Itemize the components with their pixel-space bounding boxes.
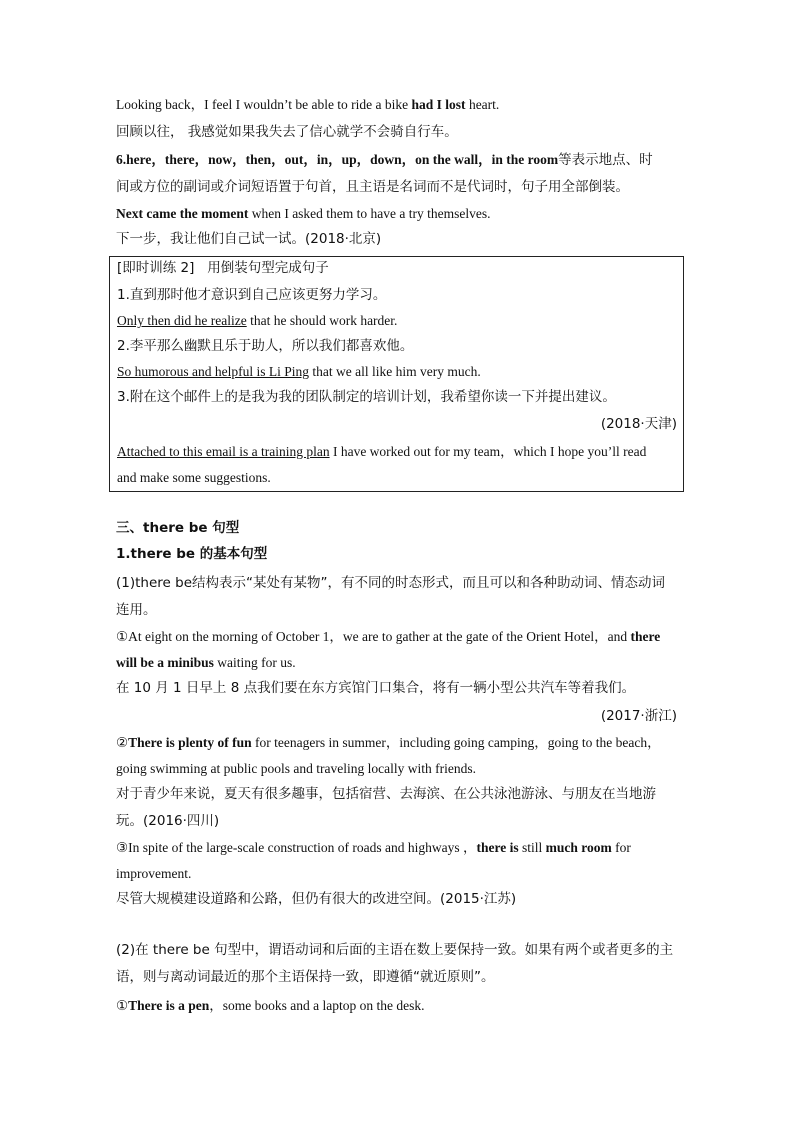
- example-next-came: Next came the moment when I asked them to have a try themselves.: [116, 206, 491, 221]
- example-4: ①There is a pen，some books and a laptop on the desk.: [116, 998, 425, 1013]
- example-1: ①At eight on the morning of October 1，we are to gather at the gate of the Orient Hotel，and there: [116, 629, 661, 644]
- rule-6: 6.here，there，now，then，out，in，up，down，on the wall，in the room等表示地点、时: [116, 152, 653, 168]
- answer-3-cont: and make some suggestions.: [117, 470, 271, 485]
- translation-2-cont: 玩。(2016·四川): [116, 813, 220, 829]
- point-2: (2)在 there be 句型中，谓语动词和后面的主语在数上要保持一致。如果有两个或者更多的主: [116, 942, 674, 958]
- translation-2: 对于青少年来说，夏天有很多趣事，包括宿营、去海滨、在公共泳池游泳、与朋友在当地游: [116, 786, 656, 802]
- subheading-1: 1.there be 的基本句型: [116, 546, 268, 562]
- point-2-cont: 语，则与离动词最近的那个主语保持一致，即遵循“就近原则”。: [116, 969, 495, 985]
- example-looking-back: Looking back，I feel I wouldn’t be able to ride a bike had I lost heart.: [116, 97, 500, 112]
- translation-3: 尽管大规模建设道路和公路，但仍有很大的改进空间。(2015·江苏): [116, 891, 517, 907]
- example-2-cont: going swimming at public pools and traveling locally with friends.: [116, 761, 476, 776]
- question-3-source: (2018·天津): [600, 416, 677, 432]
- example-1-source: (2017·浙江): [600, 708, 677, 724]
- rule-6-cont: 间或方位的副词或介词短语置于句首，且主语是名词而不是代词时，句子用全部倒装。: [116, 179, 629, 195]
- example-2: ②There is plenty of fun for teenagers in summer，including going camping，going to the beach，: [116, 735, 661, 750]
- training-title: [即时训练 2] 用倒装句型完成句子: [117, 260, 329, 276]
- answer-2: So humorous and helpful is Li Ping that we all like him very much.: [117, 364, 481, 379]
- answer-3: Attached to this email is a training plan I have worked out for my team，which I hope you’ll read: [117, 444, 647, 459]
- question-2: 2.李平那么幽默且乐于助人，所以我们都喜欢他。: [117, 338, 414, 354]
- translation-1: 在 10 月 1 日早上 8 点我们要在东方宾馆门口集合，将有一辆小型公共汽车等着我们。: [116, 680, 636, 696]
- point-1: (1)there be结构表示“某处有某物”，有不同的时态形式，而且可以和各种助动词、情态动词: [116, 575, 665, 591]
- example-3: ③In spite of the large-scale construction of roads and highways ，there is still much room for: [116, 840, 631, 855]
- section-heading: 三、there be 句型: [116, 520, 240, 536]
- translation-looking-back: 回顾以往， 我感觉如果我失去了信心就学不会骑自行车。: [116, 124, 458, 140]
- question-3: 3.附在这个邮件上的是我为我的团队制定的培训计划，我希望你读一下并提出建议。: [117, 389, 616, 405]
- example-1-cont: will be a minibus waiting for us.: [116, 655, 296, 670]
- answer-1: Only then did he realize that he should work harder.: [117, 313, 398, 328]
- question-1: 1.直到那时他才意识到自己应该更努力学习。: [117, 287, 387, 303]
- translation-next-came: 下一步，我让他们自己试一试。(2018·北京): [116, 231, 382, 247]
- point-1-cont: 连用。: [116, 602, 157, 618]
- example-3-cont: improvement.: [116, 866, 192, 881]
